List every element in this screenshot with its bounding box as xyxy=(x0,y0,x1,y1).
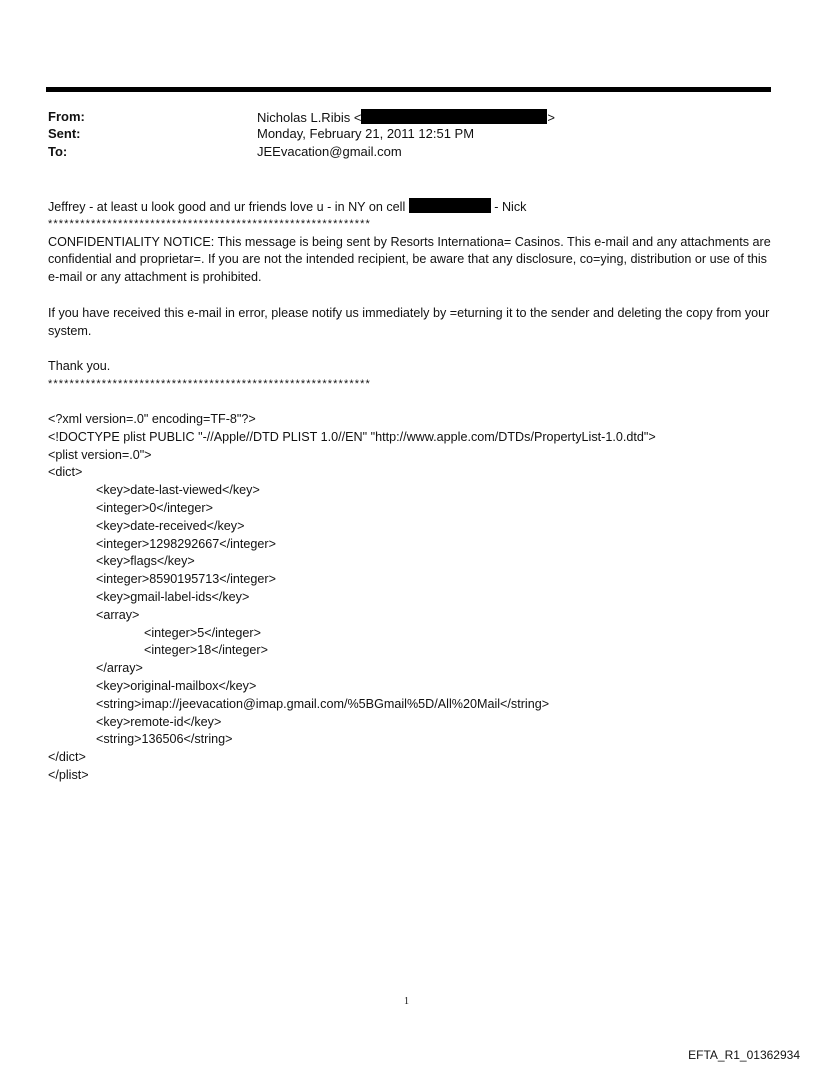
xml-line: <key>remote-id</key> xyxy=(96,714,222,729)
from-close: > xyxy=(547,110,555,125)
message-text-end: - Nick xyxy=(494,200,527,214)
from-value xyxy=(257,109,555,125)
xml-line: <integer>8590195713</integer> xyxy=(96,572,276,587)
redaction-bar xyxy=(361,109,547,124)
bates-number: EFTA_R1_01362934 xyxy=(688,1048,800,1062)
xml-line: </array> xyxy=(96,661,143,676)
xml-line: <string>136506</string> xyxy=(96,732,233,747)
separator-stars: ************************************************************ xyxy=(48,217,371,230)
message-line xyxy=(48,198,772,216)
xml-line: <integer>0</integer> xyxy=(96,500,213,515)
xml-line: <array> xyxy=(96,607,140,622)
xml-line: <key>flags</key> xyxy=(96,554,195,569)
xml-line: <key>original-mailbox</key> xyxy=(96,678,257,693)
xml-line: <key>date-last-viewed</key> xyxy=(96,483,260,498)
xml-line: <integer>5</integer> xyxy=(144,625,261,640)
from-label: From: xyxy=(48,109,85,124)
xml-line: <key>gmail-label-ids</key> xyxy=(96,589,250,604)
page-number: 1 xyxy=(404,996,409,1007)
from-name: Nicholas L.Ribis < xyxy=(257,110,362,125)
to-value: JEEvacation@gmail.com xyxy=(257,144,402,159)
sent-value: Monday, February 21, 2011 12:51 PM xyxy=(257,126,475,141)
header-rule xyxy=(46,87,771,92)
plist-xml-block xyxy=(48,411,772,785)
separator-stars-2: ************************************************************ xyxy=(48,377,371,390)
xml-line: <integer>18</integer> xyxy=(144,643,268,658)
xml-line: <key>date-received</key> xyxy=(96,518,245,533)
thank-you: Thank you. xyxy=(48,359,111,374)
xml-line: <dict> xyxy=(48,465,83,480)
xml-line: <plist version=.0"> xyxy=(48,447,152,462)
redaction-bar xyxy=(409,198,491,213)
error-notice: If you have received this e-mail in error, please notify us immediately by =eturning it to the sender and deleting the copy from your system. xyxy=(48,305,770,338)
confidentiality-notice: CONFIDENTIALITY NOTICE: This message is being sent by Resorts Internationa= Casinos. This e-mail and any attachments are confidential and proprietar=. If you are not the intended recipient, be aware that any disclosure, co=ying, distribution or use of this e-mail or any attachment is prohibited. xyxy=(48,234,771,285)
xml-line: </plist> xyxy=(48,767,89,782)
xml-line: <string>imap://jeevacation@imap.gmail.com/%5BGmail%5D/All%20Mail</string> xyxy=(96,696,550,711)
xml-line: <integer>1298292667</integer> xyxy=(96,536,276,551)
xml-line: <!DOCTYPE plist PUBLIC "-//Apple//DTD PLIST 1.0//EN" "http://www.apple.com/DTDs/PropertyList-1.0.dtd"> xyxy=(48,429,656,444)
to-label: To: xyxy=(48,144,68,159)
sent-label: Sent: xyxy=(48,126,81,141)
message-text-start: Jeffrey - at least u look good and ur friends love u - in NY on cell xyxy=(48,200,406,214)
message-body xyxy=(48,198,772,394)
xml-line: </dict> xyxy=(48,750,86,765)
xml-line: <?xml version=.0" encoding=TF-8"?> xyxy=(48,412,256,426)
